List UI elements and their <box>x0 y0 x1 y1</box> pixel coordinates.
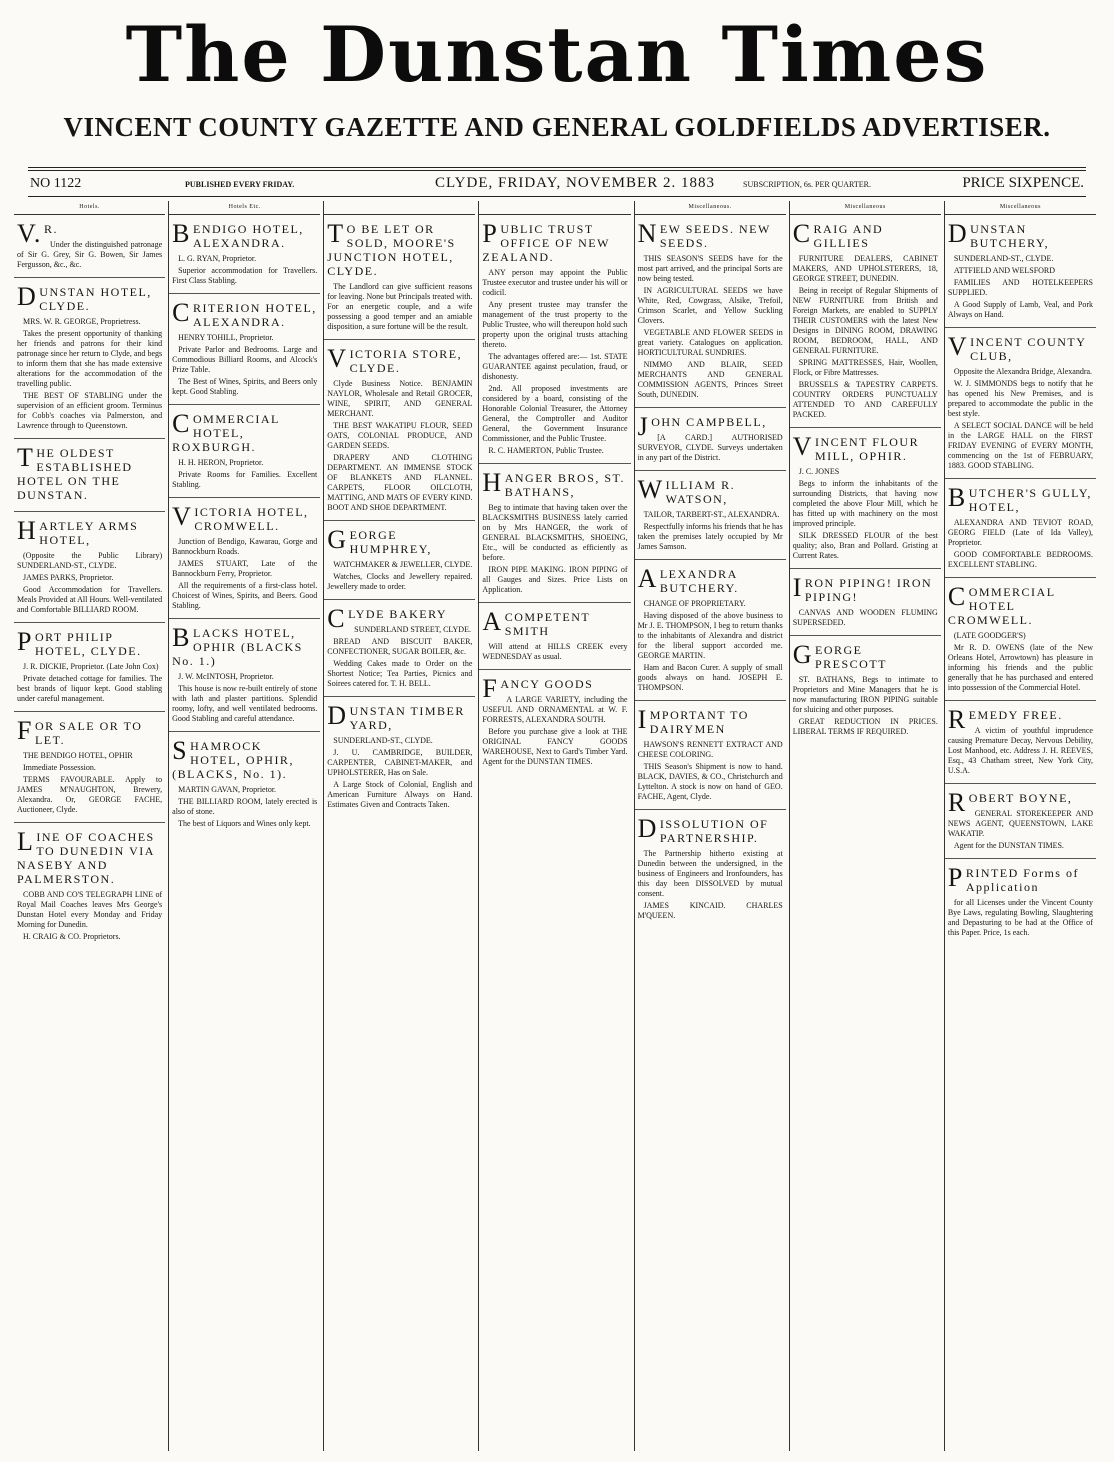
advertisement-headline: COMMERCIAL HOTEL CROMWELL. <box>947 582 1056 627</box>
advertisement <box>790 636 941 744</box>
advertisement-text: Beg to intimate that having taken over the BLACKSMITHS BUSINESS lately carried on by Mrs HANGER, the work of GENERAL BLACKSMITHS, SHOEING, Etc., will be conducted as efficiently as before. <box>482 503 628 562</box>
advertisement-headline: PRINTED Forms of Application <box>947 863 1079 894</box>
advertisement <box>14 439 165 512</box>
advertisement-headline: NEW SEEDS. NEW SEEDS. <box>637 219 771 250</box>
advertisement-text: COBB AND CO'S TELEGRAPH LINE of Royal Mail Coaches leaves Mrs George's Dunstan Hotel every Monday and Friday Morning for Dunedin. <box>17 890 163 929</box>
advertisement-text: DRAPERY AND CLOTHING DEPARTMENT. AN IMMENSE STOCK OF BLANKETS AND FLANNEL. CARPETS, FLOOR OILCLOTH, MATTING, AND MATS OF EVERY KIND. BOOT AND SHOE DEPARTMENT. <box>327 453 473 512</box>
advertisement-text: Private Parlor and Bedrooms. Large and Commodious Billiard Rooms, and Alcock's Prize Table. <box>172 345 318 374</box>
advertisement-text: Agent for the DUNSTAN TIMES. <box>953 841 1064 850</box>
advertisement-text: TERMS FAVOURABLE. Apply to JAMES M'NAUGHTON, Brewery, Alexandra. Or, GEORGE FACHE, Auctioneer, Clyde. <box>17 775 163 814</box>
issue-price: PRICE SIXPENCE. <box>962 175 1084 191</box>
advertisement <box>635 471 786 560</box>
advertisement-text: IN AGRICULTURAL SEEDS we have White, Red, Cowgrass, Alsike, Trefoil, Crimson Scarlet, and Yellow Suckling Clovers. <box>637 286 783 325</box>
advertisement-text: Respectfully informs his friends that he has taken the premises lately occupied by Mr James Samson. <box>637 522 783 551</box>
advertisement-text: SUNDERLAND-ST., CLYDE. <box>953 254 1054 263</box>
newspaper-column <box>324 201 479 1451</box>
newspaper-title: The Dunstan Times <box>125 10 989 99</box>
advertisement-text: J. R. DICKIE, Proprietor. (Late John Cox) <box>23 662 159 671</box>
advertisement-text: JAMES PARKS, Proprietor. <box>23 573 114 582</box>
advertisement <box>169 732 320 836</box>
advertisement-text: THIS SEASON'S SEEDS have for the most part arrived, and the principal Sorts are now being tested. <box>637 254 783 283</box>
advertisement-text: Under the distinguished patronage of Sir G. Grey, Sir G. Bowen, Sir James Fergusson, &c., &c. <box>17 240 163 269</box>
newspaper-column <box>635 201 790 1451</box>
advertisement-text: ST. BATHANS, Begs to intimate to Proprietors and Mine Managers that he is now manufacturing IRON PIPING suitable for sluicing and other purposes. <box>792 675 938 714</box>
advertisement-text: GREAT REDUCTION IN PRICES. LIBERAL TERMS IF REQUIRED. <box>792 717 938 736</box>
advertisement-text: Immediate Possession. <box>23 763 96 772</box>
advertisement-headline: FANCY GOODS <box>482 674 594 703</box>
advertisement <box>14 512 165 623</box>
advertisement-headline: DUNSTAN HOTEL, CLYDE. <box>17 282 152 313</box>
dateline <box>30 175 1084 195</box>
advertisement-text: Good Accommodation for Travellers. Meals Provided at All Hours. Well-ventilated and Comfortable BILLIARD ROOM. <box>17 585 163 614</box>
advertisement-text: J. W. McINTOSH, Proprietor. <box>178 672 274 681</box>
advertisement-headline: IRON PIPING! IRON PIPING! <box>792 573 933 604</box>
advertisement-text: SUNDERLAND STREET, CLYDE. <box>354 625 471 634</box>
advertisement-text: Before you purchase give a look at THE ORIGINAL FANCY GOODS WAREHOUSE, Next to Gard's Timber Yard. Agent for the DUNSTAN TIMES. <box>482 727 628 766</box>
advertisement <box>790 569 941 636</box>
advertisement-text: 2nd. All proposed investments are considered by a board, consisting of the Honorable Colonial Treasurer, the Attorney General, the Comptroller and Auditor General, the Government Insurance Commissioner, and the Public Trustee. <box>482 384 628 443</box>
advertisement-text: TAILOR, TARBERT-ST., ALEXANDRA. <box>643 510 780 519</box>
advertisement-headline: ALEXANDRA BUTCHERY. <box>637 564 739 595</box>
masthead <box>0 0 1114 200</box>
advertisement <box>14 215 165 278</box>
advertisement-headline: LINE OF COACHES TO DUNEDIN VIA NASEBY AND PALMERSTON. <box>17 827 155 886</box>
advertisement-text: The Partnership hitherto existing at Dunedin between the undersigned, in the business of Engineers and Ironfounders, has this day been DISSOLVED by mutual consent. <box>637 849 783 898</box>
advertisement-text: Junction of Bendigo, Kawarau, Gorge and Bannockburn Roads. <box>172 537 318 556</box>
advertisement-text: THIS Season's Shipment is now to hand. BLACK, DAVIES, & CO., Christchurch and Lyttelton. A stock is now on hand of GEO. FACHE, Agent, Clyde. <box>637 762 783 801</box>
advertisement <box>945 701 1096 784</box>
advertisement-text: FURNITURE DEALERS, CABINET MAKERS, AND UPHOLSTERERS, 18, GEORGE STREET, DUNEDIN. <box>792 254 938 283</box>
advertisement-headline: CRITERION HOTEL, ALEXANDRA. <box>172 298 317 329</box>
advertisement-headline: GEORGE HUMPHREY, <box>327 525 432 556</box>
advertisement-headline: BUTCHER'S GULLY, HOTEL, <box>947 483 1092 514</box>
newspaper-column <box>169 201 324 1451</box>
advertisement-headline: DUNSTAN TIMBER YARD, <box>327 701 465 732</box>
advertisement-text: THE BEST OF STABLING under the supervision of an efficient groom. Terminus for Cobb's coaches via Palmerston, and Lawrence through to Queenstown. <box>17 391 163 430</box>
advertisement-text: HENRY TOHILL, Proprietor. <box>178 333 274 342</box>
advertisement-text: A SELECT SOCIAL DANCE will be held in the LARGE HALL on the FIRST FRIDAY EVENING of EVERY MONTH, commencing on the 1st of FEBRUARY, 1883. GOOD STABLING. <box>947 421 1093 470</box>
advertisement-text: A Large Stock of Colonial, English and American Furniture Always on Hand. Estimates Given and Contracts Taken. <box>327 780 473 809</box>
advertisement <box>14 278 165 439</box>
divider <box>28 167 1086 168</box>
advertisement-headline: HARTLEY ARMS HOTEL, <box>17 516 139 547</box>
advertisement <box>635 560 786 701</box>
advertisement-text: CHANGE OF PROPRIETARY. <box>643 599 746 608</box>
advertisement <box>169 405 320 498</box>
advertisement-text: Takes the present opportunity of thanking her friends and patrons for their kind patronage since her return to Clyde, and begs to inform them that she has made extensive alterations for the accommodation of the travelling public. <box>17 329 163 388</box>
advertisement-text: JAMES STUART, Late of the Bannockburn Ferry, Proprietor. <box>172 559 318 578</box>
advertisement-text: A Good Supply of Lamb, Veal, and Pork Always on Hand. <box>947 300 1093 319</box>
advertisement-text: ALEXANDRA AND TEVIOT ROAD, GEORG FIELD (Late of Ida Valley), Proprietor. <box>947 518 1093 547</box>
advertisement-text: Begs to inform the inhabitants of the surrounding Districts, that having now completed the above Flour Mill, which he has fitted up with machinery on the most improved principle. <box>792 479 938 528</box>
advertisement <box>945 578 1096 701</box>
advertisement-text: SPRING MATTRESSES, Hair, Woollen, Flock, or Fibre Mattresses. <box>792 358 938 377</box>
advertisement <box>169 294 320 405</box>
advertisement <box>14 823 165 949</box>
advertisement-text: ANY person may appoint the Public Trustee executor and trustee under his will or codicil. <box>482 268 628 297</box>
column-heading: Miscellaneous. <box>635 201 786 215</box>
advertisement-text: Being in receipt of Regular Shipments of NEW FURNITURE from British and Foreign Markets, are enabled to SUPPLY THEIR CUSTOMERS with the latest New Designs in DINING ROOM, DRAWING ROOM, BEDROOM, HALL, AND GENERAL FURNITURE. <box>792 286 938 355</box>
advertisement-text: SUNDERLAND-ST., CLYDE. <box>333 736 433 745</box>
advertisement-text: Any present trustee may transfer the management of the trust property to the Public Trustee, who will thereupon hold such property upon the original trusts attaching thereto. <box>482 300 628 349</box>
advertisement-text: ATTFIELD AND WELSFORD <box>953 266 1056 275</box>
advertisement-text: [A CARD.] AUTHORISED SURVEYOR, CLYDE. Surveys undertaken in any part of the District. <box>637 433 783 462</box>
advertisement-text: Having disposed of the above business to Mr J. E. THOMPSON, I beg to return thanks to the inhabitants of Alexandra and district for the liberal support accorded me. GEORGE MARTIN. <box>637 611 783 660</box>
advertisement-text: for all Licenses under the Vincent County Bye Laws, regulating Bowling, Slaughtering and Depasturing to be had at the Office of this Paper. Price, 1s each. <box>947 898 1093 937</box>
advertisement-text: FAMILIES AND HOTELKEEPERS SUPPLIED. <box>947 278 1093 297</box>
advertisement-headline: DISSOLUTION OF PARTNERSHIP. <box>637 814 769 845</box>
advertisement-headline: TO BE LET OR SOLD, MOORE'S JUNCTION HOTEL, CLYDE. <box>327 219 456 278</box>
advertisement-headline: VINCENT COUNTY CLUB, <box>947 332 1086 363</box>
column-heading <box>324 201 475 215</box>
advertisement-headline: BENDIGO HOTEL, ALEXANDRA. <box>172 219 304 250</box>
advertisement-text: Mr R. D. OWENS (late of the New Orleans Hotel, Arrowtown) has pleasure in informing his friends and the public generally that he has purchased and entered into possession of the Commercial Hotel. <box>947 643 1093 692</box>
advertisement-headline: V.R. <box>17 219 58 248</box>
advertisement-text: The Landlord can give sufficient reasons for leaving. None but Principals treated with. For an energetic couple, and a wife possessing a good temper and an amiable disposition, a sure fortune will be the result. <box>327 282 473 331</box>
advertisement <box>635 701 786 810</box>
advertisement-headline: GEORGE PRESCOTT <box>792 640 887 671</box>
advertisement-text: JAMES KINCAID. CHARLES M'QUEEN. <box>637 901 783 920</box>
advertisement-text: MRS. W. R. GEORGE, Proprietress. <box>23 317 141 326</box>
column-heading: Miscellaneous <box>790 201 941 215</box>
advertisement-text: The best of Liquors and Wines only kept. <box>178 819 311 828</box>
advertisement-text: CANVAS AND WOODEN FLUMING SUPERSEDED. <box>792 608 938 627</box>
advertisement <box>479 464 630 603</box>
advertisement-text: (LATE GOODGER'S) <box>953 631 1026 640</box>
advertisement <box>479 670 630 774</box>
advertisement-text: Opposite the Alexandra Bridge, Alexandra. <box>953 367 1093 376</box>
advertisement <box>945 215 1096 328</box>
advertisement-text: J. C. JONES <box>798 467 840 476</box>
advertisement-text: BREAD AND BISCUIT BAKER, CONFECTIONER, SUGAR BOILER, &c. <box>327 637 473 656</box>
advertisement <box>14 712 165 823</box>
advertisement <box>324 600 475 697</box>
advertisement <box>635 215 786 408</box>
issue-date: CLYDE, FRIDAY, NOVEMBER 2. 1883 <box>435 175 715 191</box>
column-heading: Miscellaneous <box>945 201 1096 215</box>
advertisement <box>169 619 320 732</box>
advertisement-text: H. H. HERON, Proprietor. <box>178 458 264 467</box>
advertisement-text: (Opposite the Public Library) SUNDERLAND-ST., CLYDE. <box>17 551 163 570</box>
column-heading: Hotels Etc. <box>169 201 320 215</box>
advertisement-text: Ham and Bacon Curer. A supply of small goods always on hand. JOSEPH E. THOMPSON. <box>637 663 783 692</box>
advertisement-headline: FOR SALE OR TO LET. <box>17 716 143 747</box>
advertisement-text: W. J. SIMMONDS begs to notify that he has opened his New Premises, and is prepared to accommodate the public in the best style. <box>947 379 1093 418</box>
advertisement-headline: BLACKS HOTEL, OPHIR (BLACKS No. 1.) <box>172 623 303 668</box>
divider <box>28 170 1086 171</box>
advertisement-text: All the requirements of a first-class hotel. Choicest of Wines, Spirits, and Beers. Good Stabling. <box>172 581 318 610</box>
advertisement <box>169 215 320 294</box>
advertisement <box>479 215 630 464</box>
advertisement-text: Watches, Clocks and Jewellery repaired. Jewellery made to order. <box>327 572 473 591</box>
advertisement-text: THE BEST WAKATIPU FLOUR, SEED OATS, COLONIAL PRODUCE, AND GARDEN SEEDS. <box>327 421 473 450</box>
advertisement-headline: IMPORTANT TO DAIRYMEN <box>637 705 749 736</box>
advertisement-text: THE BENDIGO HOTEL, OPHIR <box>23 751 133 760</box>
advertisement-headline: ACOMPETENT SMITH <box>482 607 590 638</box>
column-heading: Hotels. <box>14 201 165 215</box>
advertisement <box>169 498 320 619</box>
advertisement-headline: ROBERT BOYNE, <box>947 788 1073 817</box>
advertisement-headline: CRAIG AND GILLIES <box>792 219 884 250</box>
advertisement-text: Will attend at HILLS CREEK every WEDNESDAY as usual. <box>482 642 628 661</box>
advertisement-text: THE BILLIARD ROOM, lately erected is also of stone. <box>172 797 318 816</box>
advertisement-text: NIMMO AND BLAIR, SEED MERCHANTS AND GENERAL COMMISSION AGENTS, Princes Street South, DUNEDIN. <box>637 360 783 399</box>
advertisement-text: WATCHMAKER & JEWELLER, CLYDE. <box>333 560 473 569</box>
advertisement <box>945 328 1096 479</box>
advertisement <box>945 859 1096 945</box>
advertisement <box>324 340 475 521</box>
advertisement-text: A LARGE VARIETY, including the USEFUL AND ORNAMENTAL at W. F. FORRESTS, ALEXANDRA SOUTH. <box>482 695 628 724</box>
advertisement-text: Wedding Cakes made to Order on the Shortest Notice; Tea Parties, Picnics and Soirees catered for. T. H. BELL. <box>327 659 473 688</box>
advertisement-columns <box>14 201 1100 1451</box>
advertisement-headline: DUNSTAN BUTCHERY, <box>947 219 1050 250</box>
advertisement <box>14 623 165 712</box>
advertisement <box>324 521 475 600</box>
newspaper-column <box>479 201 634 1451</box>
advertisement-headline: SHAMROCK HOTEL, OPHIR, (BLACKS, No. 1). <box>172 736 294 781</box>
advertisement-text: Superior accommodation for Travellers. First Class Stabling. <box>172 266 318 285</box>
advertisement-headline: JOHN CAMPBELL, <box>637 412 767 441</box>
advertisement-text: HAWSON'S RENNETT EXTRACT AND CHEESE COLORING. <box>637 740 783 759</box>
subscription-rate: SUBSCRIPTION, 6s. PER QUARTER. <box>743 180 871 189</box>
advertisement-headline: REMEDY FREE. <box>947 705 1063 734</box>
newspaper-column <box>14 201 169 1451</box>
advertisement <box>790 215 941 428</box>
advertisement-headline: HANGER BROS, ST. BATHANS, <box>482 468 625 499</box>
advertisement-text: GENERAL STOREKEEPER AND NEWS AGENT, QUEENSTOWN, LAKE WAKATIP. <box>947 809 1093 838</box>
advertisement-text: GOOD COMFORTABLE BEDROOMS. EXCELLENT STABLING. <box>947 550 1093 569</box>
advertisement-text: A victim of youthful imprudence causing Premature Decay, Nervous Debility, Lost Manhood, etc. Address J. H. REEVES, Esq., 43 Chatham street, New York City, U.S.A. <box>947 726 1093 775</box>
advertisement-text: Clyde Business Notice. BENJAMIN NAYLOR, Wholesale and Retail GROCER, WINE, SPIRIT, AND GENERAL MERCHANT. <box>327 379 473 418</box>
column-heading <box>479 201 630 215</box>
advertisement-text: The Best of Wines, Spirits, and Beers only kept. Good Stabling. <box>172 377 318 396</box>
advertisement-text: J. U. CAMBRIDGE, BUILDER, CARPENTER, CABINET-MAKER, and UPHOLSTERER, Has on Sale. <box>327 748 473 777</box>
advertisement-headline: VICTORIA STORE, CLYDE. <box>327 344 463 375</box>
advertisement <box>635 810 786 928</box>
advertisement-text: BRUSSELS & TAPESTRY CARPETS. COUNTRY ORDERS PUNCTUALLY ATTENDED TO AND CAREFULLY PACKED. <box>792 380 938 419</box>
advertisement-text: MARTIN GAVAN, Proprietor. <box>178 785 277 794</box>
advertisement-headline: VINCENT FLOUR MILL, OPHIR. <box>792 432 920 463</box>
advertisement-text: Private detached cottage for families. The best brands of liquor kept. Good stabling under careful management. <box>17 674 163 703</box>
advertisement-headline: THE OLDEST ESTABLISHED HOTEL ON THE DUNSTAN. <box>17 443 133 502</box>
advertisement-headline: PORT PHILIP HOTEL, CLYDE. <box>17 627 142 658</box>
advertisement <box>790 428 941 569</box>
divider <box>28 196 1086 197</box>
advertisement-text: VEGETABLE AND FLOWER SEEDS in great variety. Catalogues on application. HORTICULTURAL SUNDRIES. <box>637 328 783 357</box>
advertisement-text: Private Rooms for Families. Excellent Stabling. <box>172 470 318 489</box>
publication-frequency: PUBLISHED EVERY FRIDAY. <box>185 180 295 189</box>
issue-number: NO 1122 <box>30 176 82 191</box>
newspaper-column <box>945 201 1099 1451</box>
advertisement-headline: WILLIAM R. WATSON, <box>637 475 736 506</box>
advertisement <box>324 215 475 340</box>
advertisement <box>945 479 1096 578</box>
advertisement-text: L. G. RYAN, Proprietor. <box>178 254 257 263</box>
advertisement-text: H. CRAIG & CO. Proprietors. <box>23 932 121 941</box>
advertisement <box>479 603 630 670</box>
advertisement <box>635 408 786 471</box>
advertisement-headline: COMMERCIAL HOTEL, ROXBURGH. <box>172 409 280 454</box>
advertisement-text: R. C. HAMERTON, Public Trustee. <box>488 446 604 455</box>
advertisement-text: IRON PIPE MAKING. IRON PIPING of all Gauges and Sizes. Price Lists on Application. <box>482 565 628 594</box>
advertisement-text: The advantages offered are:— 1st. STATE GUARANTEE against peculation, fraud, or dishonesty. <box>482 352 628 381</box>
advertisement-headline: VICTORIA HOTEL, CROMWELL. <box>172 502 309 533</box>
advertisement <box>945 784 1096 859</box>
advertisement-headline: CLYDE BAKERY <box>327 604 448 633</box>
newspaper-subtitle: VINCENT COUNTY GAZETTE AND GENERAL GOLDFIELDS ADVERTISER. <box>63 112 1051 142</box>
newspaper-column <box>790 201 945 1451</box>
advertisement <box>324 697 475 817</box>
advertisement-headline: PUBLIC TRUST OFFICE OF NEW ZEALAND. <box>482 219 610 264</box>
advertisement-text: SILK DRESSED FLOUR of the best quality; also, Bran and Pollard. Gristing at Current Rates. <box>792 531 938 560</box>
advertisement-text: This house is now re-built entirely of stone with lath and plaster partitions. Splendid roomy, lofty, and well ventilated bedrooms. Good Stabling and careful attendance. <box>172 684 318 723</box>
